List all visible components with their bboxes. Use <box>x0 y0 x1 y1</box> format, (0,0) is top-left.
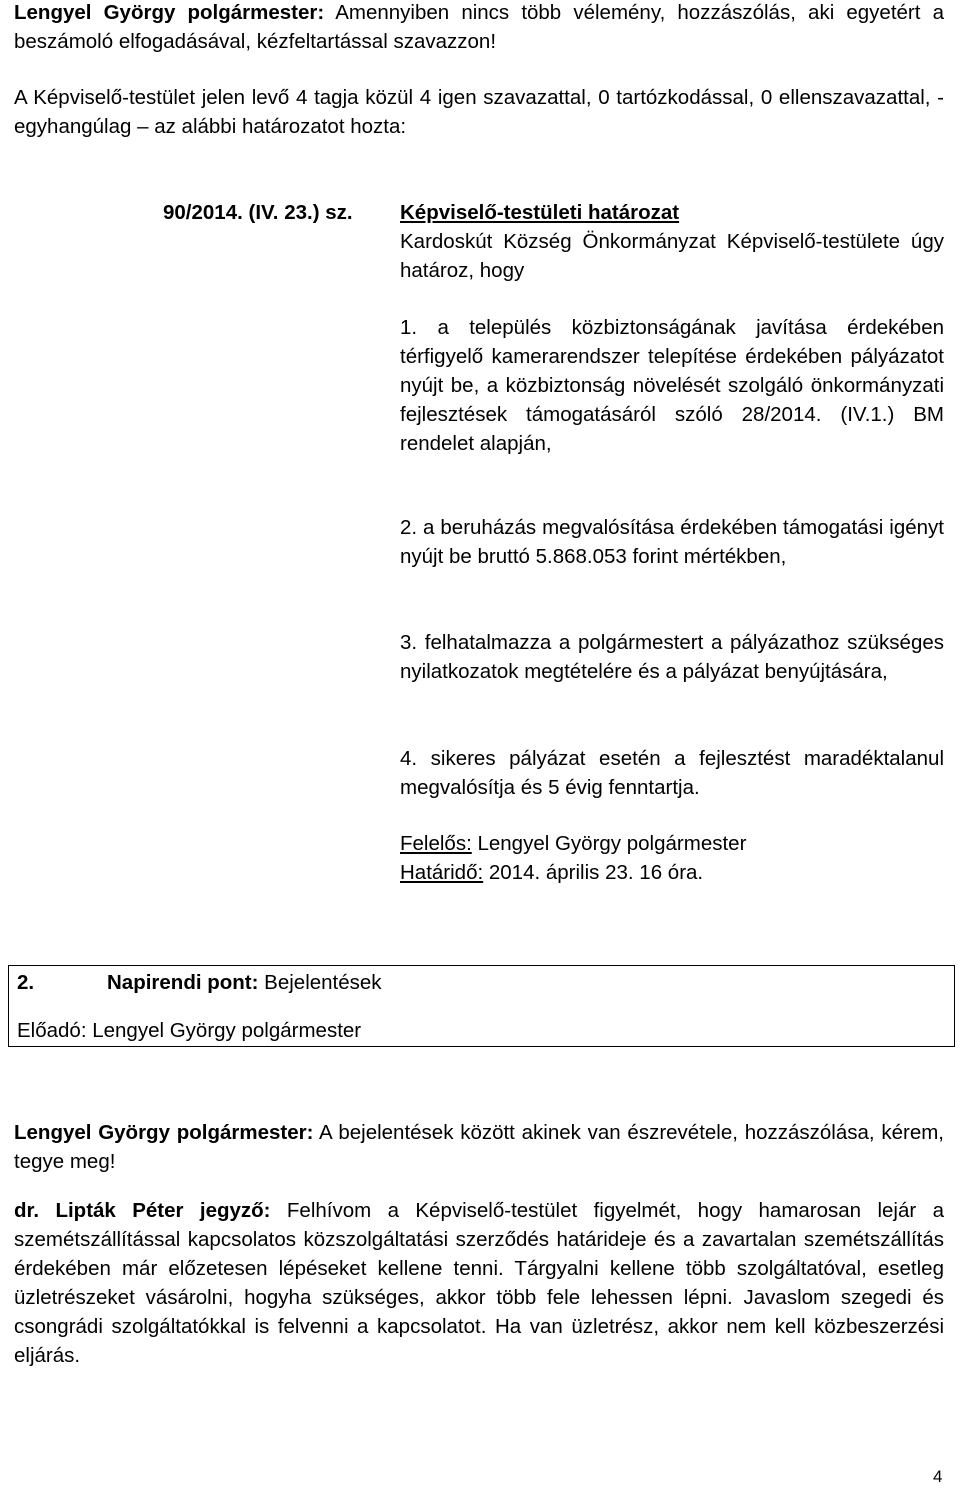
agenda-label: Napirendi pont: <box>107 971 259 994</box>
intro-text: Amennyiben nincs több vélemény, hozzászólás, aki egyetért a beszámoló elfogadásával, kézfeltartással szavazzon! <box>14 1 944 53</box>
resolution-item-4: 4. sikeres pályázat esetén a fejlesztést maradéktalanul megvalósítja és 5 évig fenntartja. <box>400 747 944 799</box>
paragraph-notary-speaker: Lipták Péter jegyző: <box>39 1199 271 1222</box>
vote-paragraph: A Képviselő-testület jelen levő 4 tagja közül 4 igen szavazattal, 0 tartózkodással, 0 ellenszavazattal, - egyhangúlag – az alábbi határozatot hozta: <box>14 86 944 138</box>
resolution-item-3: 3. felhatalmazza a polgármestert a pályázathoz szükséges nyilatkozatok megtételére és a pályázat benyújtására, <box>400 631 944 683</box>
agenda-value: Bejelentések <box>258 971 382 994</box>
paragraph-notary <box>14 1196 944 1370</box>
agenda-box <box>8 965 955 1047</box>
resolution-number: 90/2014. (IV. 23.) sz. <box>163 201 353 224</box>
paragraph-notary-prefix: dr. <box>14 1199 40 1222</box>
agenda-heading <box>17 968 382 997</box>
resolution-item-2: 2. a beruházás megvalósítása érdekében támogatási igényt nyújt be bruttó 5.868.053 forint mértékben, <box>400 516 944 568</box>
resolution-responsible <box>400 829 944 858</box>
resolution-preamble: Kardoskút Község Önkormányzat Képviselő-testülete úgy határoz, hogy <box>400 230 944 282</box>
resolution-item-1: 1. a település közbiztonságának javítása érdekében térfigyelő kamerarendszer telepítése érdekében pályázatot nyújt be, a közbiztonság növelését szolgáló önkormányzati fejlesztések támogatásáról szóló 28/2014. (IV.1.) BM rendelet alapján, <box>400 316 944 455</box>
paragraph-mayor-speaker: Lengyel György polgármester: <box>14 1121 314 1144</box>
responsible-value: Lengyel György polgármester <box>471 832 747 855</box>
resolution-deadline <box>400 858 944 887</box>
resolution-title: Képviselő-testületi határozat <box>400 201 680 224</box>
intro-speaker: Lengyel György polgármester: <box>14 1 325 24</box>
agenda-presenter: Előadó: Lengyel György polgármester <box>17 1019 362 1042</box>
page-number: 4 <box>933 1467 943 1486</box>
deadline-label: Határidő: <box>400 861 484 884</box>
intro-paragraph <box>14 0 944 56</box>
paragraph-notary-text: Felhívom a Képviselő-testület figyelmét, hogy hamarosan lejár a szemétszállítással kapcsolatos közszolgáltatási szerződés határideje és a zavartalan szemétszállítás érdekében már előzetesen lépéseket kellene tenni. Tárgyalni kellene több szolgáltatóval, esetleg üzletrészeket vásárolni, hogyha szükséges, akkor több fele lehessen lépni. Javaslom szegedi és csongrádi szolgáltatókkal is felvenni a kapcsolatot. Ha van üzletrész, akkor nem kell közbeszerzési eljárás. <box>14 1199 944 1367</box>
paragraph-mayor-text: A bejelentések között akinek van észrevétele, hozzászólása, kérem, tegye meg! <box>14 1121 944 1173</box>
agenda-number: 2. <box>17 971 35 994</box>
responsible-label: Felelős: <box>400 832 472 855</box>
paragraph-mayor <box>14 1118 944 1176</box>
deadline-value: 2014. április 23. 16 óra. <box>483 861 704 884</box>
